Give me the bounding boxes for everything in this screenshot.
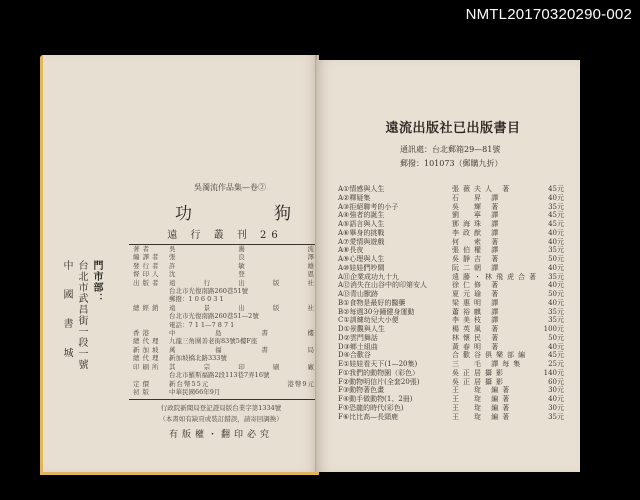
catalog-item bbox=[338, 308, 568, 317]
open-book bbox=[40, 55, 582, 475]
right-page bbox=[316, 60, 580, 472]
catalog-item-price: 35元 bbox=[548, 272, 564, 281]
catalog-item-price: 40元 bbox=[548, 281, 564, 290]
catalog bbox=[338, 117, 568, 421]
credit-value-part: 台北市羅斯福路2段113巷7弄16號 bbox=[169, 371, 270, 380]
catalog-item bbox=[338, 386, 568, 395]
catalog-item-price: 50元 bbox=[548, 333, 564, 342]
credit-value-part: 出 bbox=[238, 278, 246, 287]
credit-value-part: 恩 bbox=[307, 270, 315, 279]
bookstore-vertical-text bbox=[61, 260, 102, 370]
vertical-text-line: 台北市武昌街一段一號 bbox=[76, 260, 87, 370]
catalog-item-title: C①訓練幼兒大小便 bbox=[338, 316, 399, 325]
credit-value-part: 郵撥：1 0 6 0 3 1 bbox=[169, 295, 224, 304]
registration-line: 行政院新聞局登記證局版台業字第1334號 bbox=[160, 404, 282, 413]
catalog-item-author: 阮二朝 譯 bbox=[452, 263, 503, 272]
catalog-item bbox=[338, 325, 568, 334]
catalog-item-author: 吳正居攝影 bbox=[452, 377, 507, 386]
catalog-item-price: 40元 bbox=[548, 263, 564, 272]
catalog-item-title: F③動物著色畫 bbox=[338, 386, 385, 395]
credit-value-part: 新加坡橋北路333號 bbox=[169, 354, 227, 363]
credit-value-part: 刷 bbox=[272, 362, 281, 371]
credit-role bbox=[133, 321, 169, 329]
credit-value-part: 九龍三角圍善老街83號5樓F座 bbox=[169, 337, 258, 346]
catalog-item-title: A⑩娃娃們吵鬧 bbox=[338, 263, 385, 272]
catalog-item-price: 40元 bbox=[548, 193, 564, 202]
credit-role: 編譯者 bbox=[133, 253, 162, 262]
credit-role bbox=[133, 371, 169, 379]
catalog-item-price: 50元 bbox=[548, 255, 564, 263]
catalog-title: 遠流出版社已出版書目 bbox=[385, 121, 521, 136]
catalog-item-price: 60元 bbox=[548, 377, 564, 386]
credit-value-part: 廠 bbox=[307, 362, 315, 371]
credit-value bbox=[169, 363, 315, 371]
catalog-item-title: F⑥比比高—長頸鹿 bbox=[338, 412, 399, 421]
catalog-item bbox=[338, 360, 568, 369]
catalog-item-price: 100元 bbox=[543, 325, 564, 333]
catalog-item bbox=[338, 334, 568, 343]
credit-value bbox=[169, 337, 315, 345]
catalog-item-author: 李政猷 譯 bbox=[452, 228, 503, 237]
credit-role bbox=[133, 295, 169, 303]
left-page bbox=[40, 55, 319, 475]
credit-row bbox=[133, 295, 315, 303]
credit-value-part: 許 bbox=[169, 261, 177, 270]
credit-value-part: 局 bbox=[307, 345, 315, 354]
catalog-item bbox=[338, 185, 568, 194]
credit-value bbox=[169, 354, 315, 362]
credit-value-part: 中 bbox=[169, 329, 177, 338]
catalog-item bbox=[338, 369, 568, 378]
credit-role: 香港 bbox=[133, 329, 152, 338]
catalog-item-author: 鄧海珠 譯 bbox=[452, 220, 503, 228]
credit-role bbox=[133, 312, 169, 320]
credit-value-part: 出 bbox=[238, 303, 246, 312]
catalog-item-title: D③鄉土組曲 bbox=[338, 342, 378, 351]
catalog-item-author: 遠藤・林飛虎合著 bbox=[452, 272, 540, 281]
credit-row bbox=[133, 388, 315, 396]
catalog-item-author: 吳 輝 著 bbox=[452, 202, 503, 211]
book-title bbox=[115, 193, 315, 224]
catalog-item bbox=[338, 273, 568, 282]
catalog-item bbox=[338, 194, 568, 203]
catalog-item bbox=[338, 211, 568, 220]
credit-value-part: 吳 bbox=[169, 245, 177, 253]
catalog-item-title: B①食物是最好的醫藥 bbox=[338, 298, 406, 307]
imprint-line: 遠 行 叢 刊 26 bbox=[167, 230, 283, 241]
catalog-item-author: 王 琁 編著 bbox=[452, 395, 514, 403]
vertical-text-line: 中 國 書 城 bbox=[61, 260, 72, 366]
credit-value-part: 書 bbox=[261, 345, 269, 354]
credit-role: 印刷所 bbox=[133, 362, 162, 371]
catalog-item-title: F⑤恐龍的時代(彩色) bbox=[338, 403, 404, 412]
catalog-item bbox=[338, 229, 568, 238]
catalog-item-title: F②動物明信片(全套20張) bbox=[338, 377, 420, 386]
catalog-item bbox=[338, 378, 568, 387]
catalog-item bbox=[338, 316, 568, 325]
catalog-item-author: 蕭裕麒 譯 bbox=[452, 307, 503, 316]
catalog-item-author: 徐仁修 著 bbox=[452, 281, 503, 290]
catalog-item-author: 合歡谷俱樂部編 bbox=[452, 351, 529, 360]
credit-role: 著者 bbox=[133, 245, 152, 253]
catalog-item bbox=[338, 413, 568, 422]
credit-value-part: 行 bbox=[203, 278, 212, 287]
catalog-item-author: 何 索 著 bbox=[452, 237, 503, 246]
catalog-item-price: 30元 bbox=[548, 386, 564, 395]
vertical-text-line: 門市部： bbox=[91, 260, 102, 304]
catalog-item bbox=[338, 264, 568, 273]
catalog-item-title: D①景觀與人生 bbox=[338, 325, 385, 333]
contact-postal: 郵撥：101073（郵購九折） bbox=[400, 159, 503, 168]
catalog-item-author: 王 琁 編著 bbox=[452, 386, 514, 395]
credit-row bbox=[133, 363, 315, 371]
catalog-item-price: 45元 bbox=[548, 211, 564, 220]
catalog-item-title: A⑨心理與人生 bbox=[338, 255, 385, 263]
catalog-item-author: 石 昇 譯 bbox=[452, 193, 503, 202]
credit-value-part: 澤 bbox=[307, 253, 315, 262]
credit-value-part: 島 bbox=[215, 329, 223, 338]
credit-role: 定價 bbox=[133, 379, 152, 388]
credit-role: 總代理 bbox=[133, 354, 162, 363]
catalog-item-price: 40元 bbox=[548, 342, 564, 351]
credit-value-part: 港幣9元 bbox=[287, 379, 315, 388]
catalog-item-title: A②釋疑集 bbox=[338, 193, 371, 202]
credit-value-part: 流 bbox=[307, 245, 315, 253]
catalog-item bbox=[338, 246, 568, 255]
credit-value bbox=[169, 380, 315, 388]
credit-role: 出版者 bbox=[133, 278, 162, 287]
title-char: 功 bbox=[175, 204, 192, 224]
credit-role: 督印人 bbox=[133, 270, 162, 279]
series-line: 吳濁流作品集—卷② bbox=[194, 183, 266, 192]
catalog-item-author: 三 毛 譯每集 bbox=[452, 360, 525, 368]
credit-role: 總代理 bbox=[133, 337, 162, 346]
credit-value-part: 中華民國66年9月 bbox=[169, 387, 221, 396]
credit-value-part: 樓 bbox=[307, 329, 315, 338]
credit-row bbox=[133, 371, 315, 379]
credit-value bbox=[169, 295, 315, 303]
credit-value-part: 社 bbox=[307, 278, 315, 287]
colophon bbox=[115, 182, 315, 440]
credit-role: 新加坡 bbox=[133, 345, 162, 354]
catalog-item-title: A④強者的誕生 bbox=[338, 211, 385, 220]
credit-value-part: 濁 bbox=[238, 245, 246, 253]
rights-line: 有版權・翻印必究 bbox=[168, 430, 273, 441]
catalog-item-price: 40元 bbox=[548, 298, 564, 307]
credit-value bbox=[169, 270, 315, 278]
credit-value bbox=[169, 253, 315, 261]
catalog-item bbox=[338, 220, 568, 229]
credit-value-part: 沈 bbox=[169, 270, 177, 279]
credit-value bbox=[169, 279, 315, 287]
credit-value bbox=[169, 388, 315, 396]
catalog-item-title: A⑦愛情與遊戲 bbox=[338, 237, 385, 246]
credit-value-part: 其 bbox=[169, 362, 177, 371]
title-char: 狗 bbox=[274, 204, 291, 224]
credit-value-part: 登 bbox=[238, 270, 246, 279]
catalog-item bbox=[338, 395, 568, 404]
catalog-item bbox=[338, 299, 568, 308]
catalog-item-title: F④動手做動物(1、2冊) bbox=[338, 395, 413, 403]
catalog-item-author: 吳靜吉 著 bbox=[452, 255, 503, 263]
catalog-item-title: A⑪企業成功九十九 bbox=[338, 272, 400, 281]
credit-value-part: 遠 bbox=[169, 303, 177, 312]
catalog-item bbox=[338, 203, 568, 212]
credit-role bbox=[133, 287, 169, 295]
catalog-item bbox=[338, 343, 568, 352]
credit-value-part: 良 bbox=[238, 253, 246, 262]
catalog-item-price: 40元 bbox=[548, 237, 564, 246]
catalog-item-title: D④合歡谷 bbox=[338, 351, 371, 360]
catalog-item-title: E①娃娃看天下(1—20集) bbox=[338, 360, 418, 368]
catalog-item-price: 35元 bbox=[548, 307, 564, 316]
catalog-item-author: 王 琁 編著 bbox=[452, 403, 514, 412]
credit-value-part: 版 bbox=[272, 278, 281, 287]
catalog-item-price: 45元 bbox=[548, 220, 564, 228]
catalog-item-author: 夏元瑜 著 bbox=[452, 290, 503, 298]
credit-value-part: 福 bbox=[215, 345, 223, 354]
credit-row bbox=[133, 279, 315, 287]
catalog-item-author: 梁惠明 譯 bbox=[452, 298, 503, 307]
credit-value-part: 印 bbox=[238, 362, 246, 371]
credit-role: 總經銷 bbox=[133, 303, 162, 312]
catalog-item-author: 王 琁 編著 bbox=[452, 412, 514, 421]
credit-value-part: 台北市光復南路260巷51號 bbox=[169, 287, 249, 296]
catalog-item-title: B②每週30分鐘健身運動 bbox=[338, 307, 415, 316]
divider bbox=[129, 399, 315, 400]
catalog-item-title: A⑫消失在山谷中的印第安人 bbox=[338, 281, 428, 290]
credit-row bbox=[133, 270, 315, 278]
credit-row bbox=[133, 304, 315, 312]
catalog-item-title: F①我們的動物園（彩色） bbox=[338, 368, 420, 377]
catalog-item-author: 張伯權 譯 bbox=[452, 246, 503, 255]
credit-value-part: 景 bbox=[203, 303, 212, 312]
catalog-item-price: 40元 bbox=[548, 228, 564, 237]
catalog-item-price: 40元 bbox=[548, 395, 564, 403]
catalog-item-author: 黃春明 著 bbox=[452, 342, 503, 351]
credit-value-part: 版 bbox=[272, 303, 281, 312]
credit-row bbox=[133, 312, 315, 320]
catalog-item bbox=[338, 404, 568, 413]
credit-row bbox=[133, 337, 315, 345]
credit-row bbox=[133, 262, 315, 270]
credit-value-part: 新台幣55元 bbox=[169, 379, 210, 388]
catalog-item-title: A③拒絕聯考的小子 bbox=[338, 202, 399, 211]
catalog-item-price: 30元 bbox=[548, 403, 564, 412]
catalog-item-price: 35元 bbox=[548, 202, 564, 211]
catalog-item-price: 50元 bbox=[548, 290, 564, 298]
catalog-item-price: 35元 bbox=[548, 316, 564, 325]
catalog-item-price: 140元 bbox=[543, 368, 564, 377]
catalog-item bbox=[338, 351, 568, 360]
archive-id-label: NMTL20170320290-002 bbox=[465, 6, 632, 23]
credit-value bbox=[169, 321, 315, 329]
catalog-item-author: 吳正居攝影 bbox=[452, 368, 507, 377]
catalog-item-price: 35元 bbox=[548, 246, 564, 255]
credit-row bbox=[133, 287, 315, 295]
catalog-item bbox=[338, 238, 568, 247]
catalog-item bbox=[338, 255, 568, 264]
catalog-item-price: 25元 bbox=[548, 360, 564, 368]
credit-value-part: 社 bbox=[307, 303, 315, 312]
note-line: （本書如有缺頁或裝訂錯誤，請寄回調換） bbox=[159, 415, 283, 424]
catalog-item-title: D②雲門舞話 bbox=[338, 333, 378, 342]
credit-row bbox=[133, 321, 315, 329]
catalog-item-title: A⑤語言與人生 bbox=[338, 220, 385, 228]
credit-row bbox=[133, 380, 315, 388]
catalog-item-author: 李美枝 譯 bbox=[452, 316, 503, 325]
credit-value-part: 張 bbox=[169, 253, 177, 262]
credit-row bbox=[133, 354, 315, 362]
credit-role: 發行者 bbox=[133, 261, 162, 270]
catalog-contact bbox=[400, 143, 568, 171]
credit-value bbox=[169, 262, 315, 270]
catalog-item-price: 45元 bbox=[548, 351, 564, 360]
catalog-item bbox=[338, 281, 568, 290]
credit-role: 初版 bbox=[133, 387, 152, 396]
catalog-item-author: 林懷民 著 bbox=[452, 333, 503, 342]
credit-value bbox=[169, 371, 315, 379]
catalog-item-price: 35元 bbox=[548, 412, 564, 421]
credit-value bbox=[169, 304, 315, 312]
catalog-item-author: 張薇夫人 著 bbox=[452, 185, 514, 193]
credit-value-part: 電話：7 1 1—7 8 7 1 bbox=[169, 320, 235, 329]
catalog-item-title: A⑧長夜 bbox=[338, 246, 364, 255]
contact-address: 通訊處：台北郵箱29—81號 bbox=[400, 145, 501, 154]
credits-table bbox=[133, 245, 315, 396]
credit-value-part: 遠 bbox=[169, 278, 177, 287]
catalog-item-title: A①情感與人生 bbox=[338, 185, 385, 193]
catalog-item-title: A⑬青山獸跡 bbox=[338, 290, 379, 298]
credit-value-part: 宗 bbox=[203, 362, 212, 371]
catalog-item-title: A⑥畢身的挑戰 bbox=[338, 228, 385, 237]
catalog-item bbox=[338, 290, 568, 299]
credit-value-part: 台北市光復南路260巷51—2號 bbox=[169, 312, 259, 321]
credit-value-part: 萬 bbox=[169, 345, 177, 354]
catalog-list bbox=[338, 185, 568, 421]
catalog-item-price: 45元 bbox=[548, 185, 564, 193]
catalog-item-author: 楊英風 著 bbox=[452, 325, 503, 333]
credit-value-part: 雄 bbox=[307, 261, 315, 270]
credit-row bbox=[133, 253, 315, 261]
credit-value-part: 敏 bbox=[238, 261, 246, 270]
credit-value-part: 書 bbox=[261, 329, 269, 338]
catalog-item-author: 劉 寧 譯 bbox=[452, 211, 503, 220]
credit-value bbox=[169, 312, 315, 320]
